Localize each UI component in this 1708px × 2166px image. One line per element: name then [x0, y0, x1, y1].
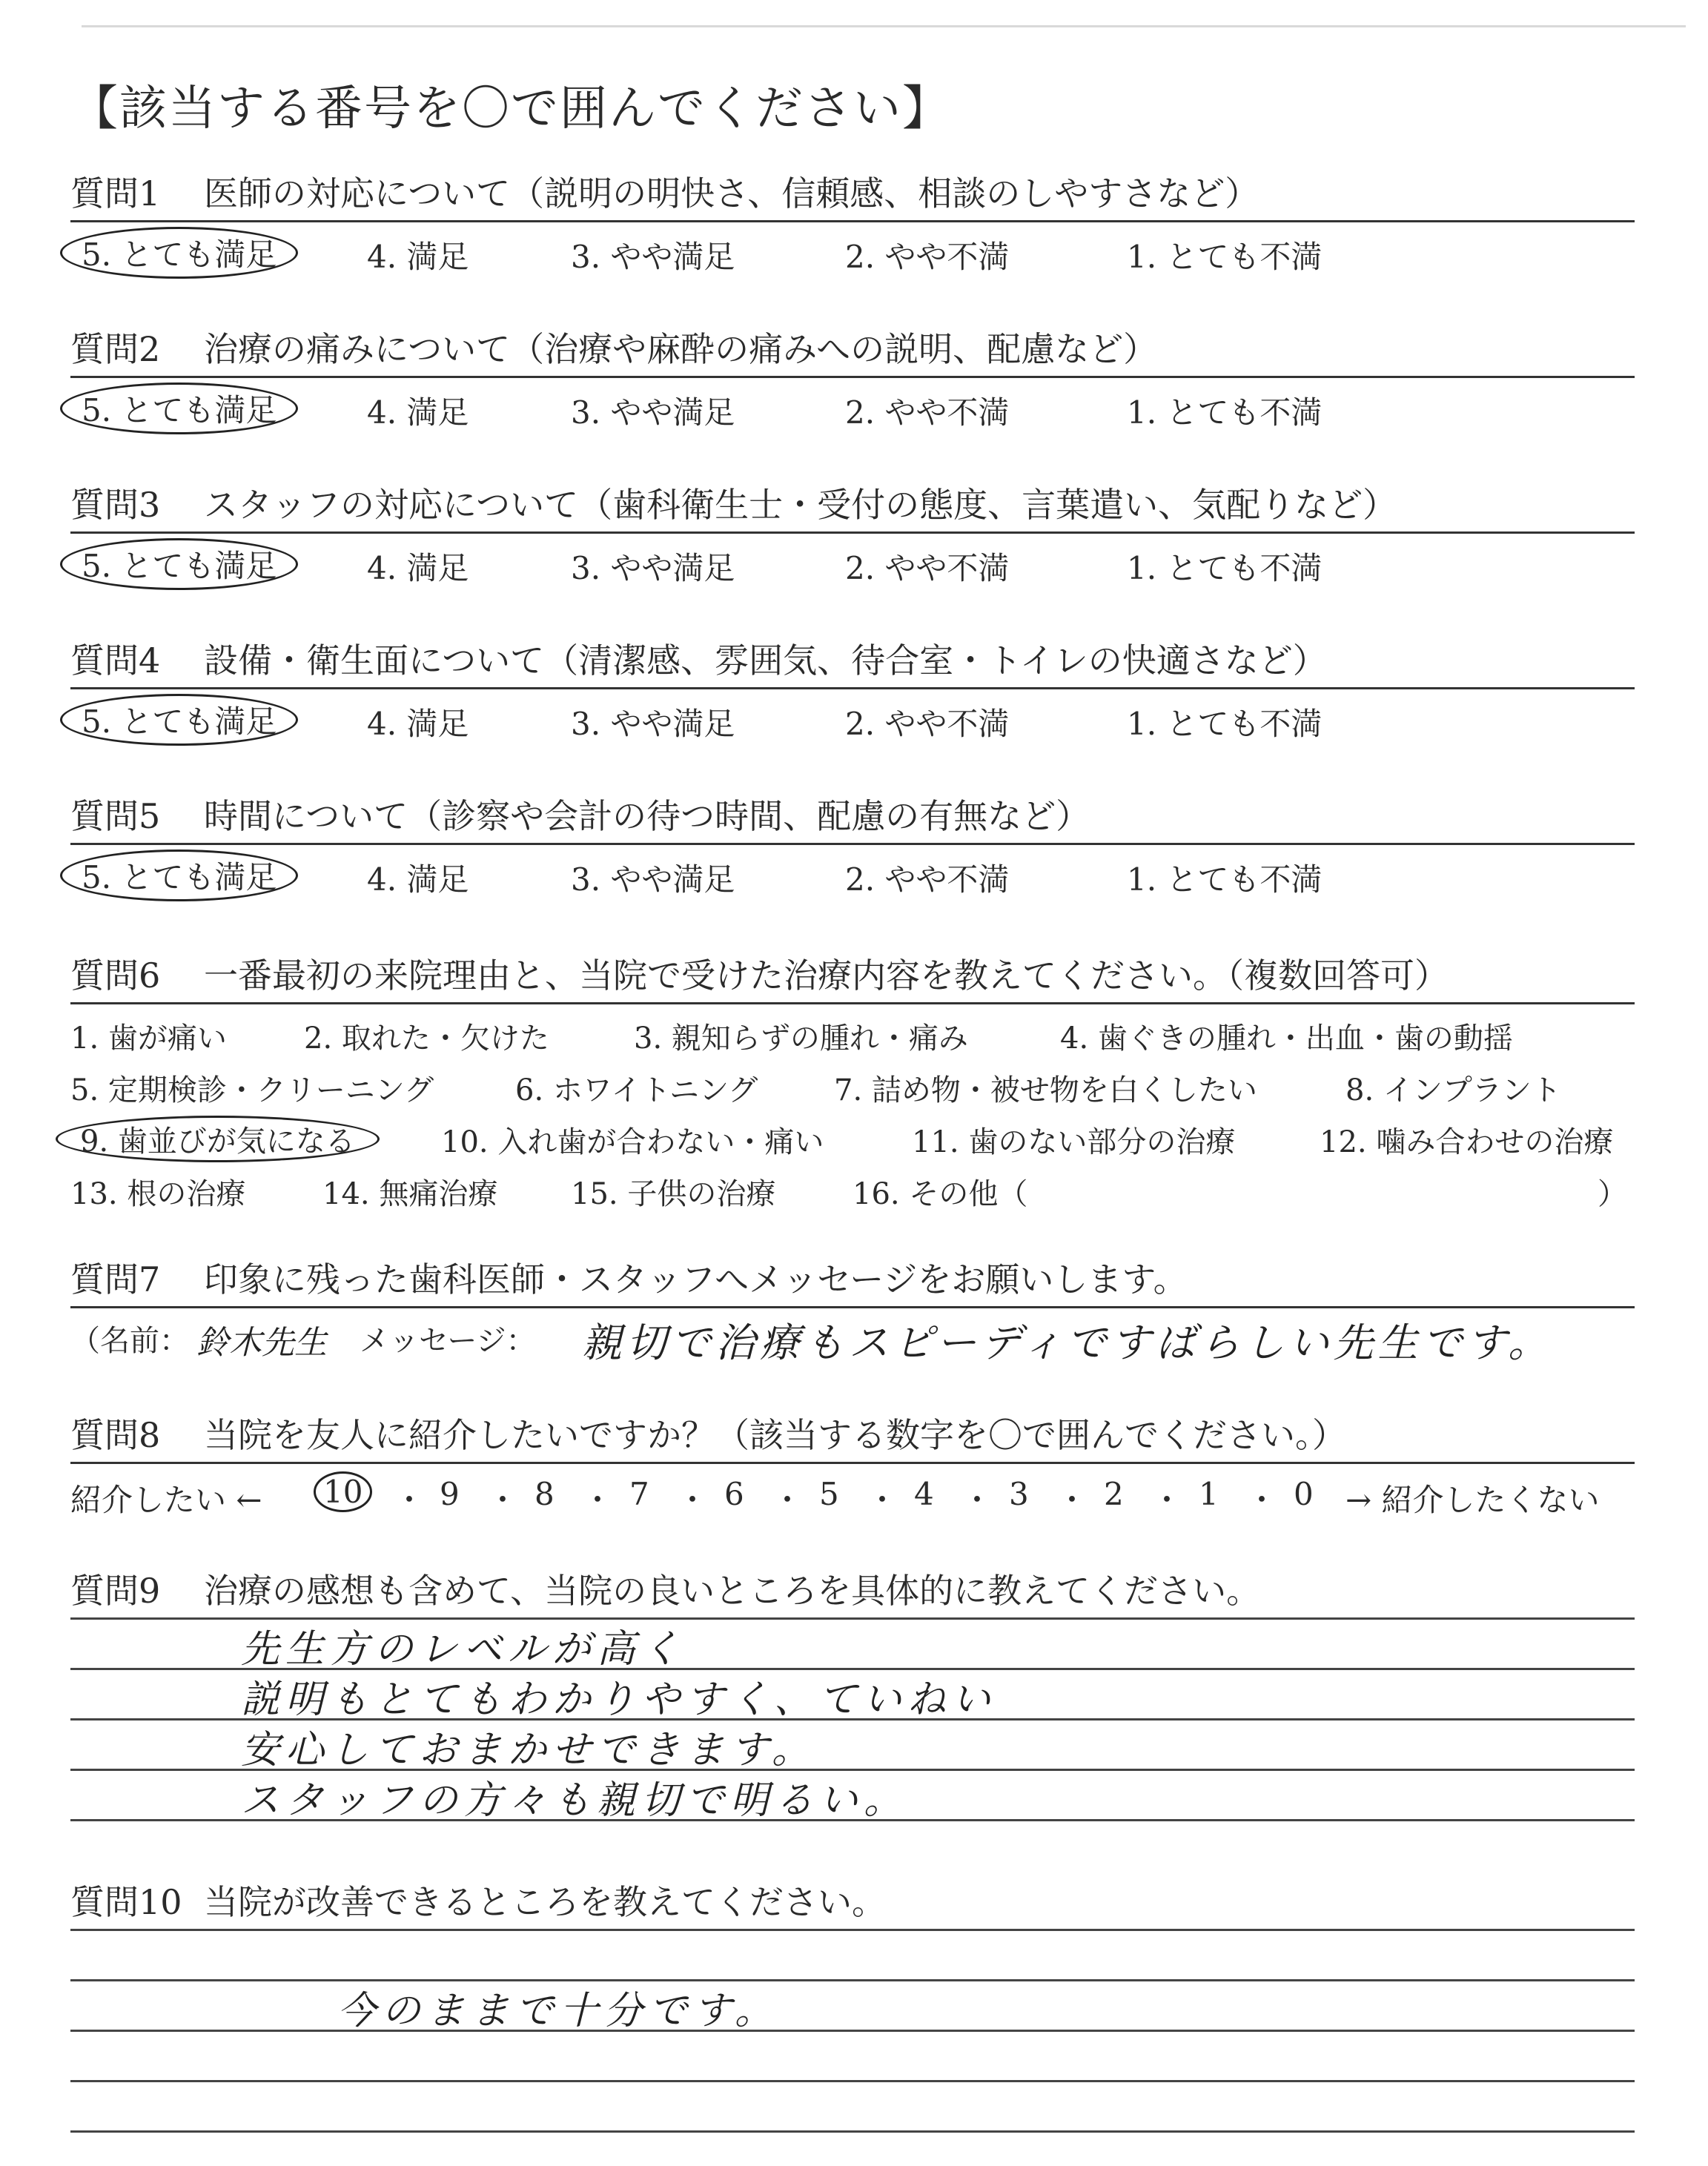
option-somewhat-satisfied[interactable]: 3. やや満足 — [571, 706, 735, 742]
question-text: スタッフの対応について（歯科衛生士・受付の態度、言葉遣い、気配りなど） — [204, 485, 1397, 525]
answer-line-text[interactable]: 今のままで十分です。 — [337, 1989, 779, 2033]
rating-options — [70, 845, 1635, 901]
reason-option[interactable]: 7. 詰め物・被せ物を白くしたい — [834, 1073, 1257, 1107]
question-number: 質問5 — [70, 796, 161, 836]
answer-line-text[interactable]: 安心しておまかせできます。 — [241, 1728, 816, 1772]
question-1 — [70, 159, 1635, 279]
question-8 — [70, 1401, 1635, 1523]
question-header — [70, 1245, 1635, 1308]
question-6 — [70, 941, 1635, 1227]
question-header — [70, 1401, 1635, 1464]
question-number: 質問2 — [70, 329, 161, 369]
message-field[interactable]: 親切で治療もスピーディですばらしい先生です。 — [582, 1319, 1553, 1366]
name-field[interactable]: 鈴木先生 — [196, 1324, 327, 1362]
question-header — [70, 315, 1635, 378]
page-title: 【該当する番号を〇で囲んでください】 — [70, 82, 951, 136]
reason-option[interactable]: 13. 根の治療 — [70, 1177, 246, 1211]
question-2 — [70, 315, 1635, 434]
scale-separator: ・ — [867, 1482, 898, 1518]
rating-options — [70, 689, 1635, 746]
question-header — [70, 471, 1635, 534]
question-text: 時間について（診察や会計の待つ時間、配慮の有無など） — [204, 796, 1090, 836]
scale-value[interactable]: 2 — [1104, 1476, 1124, 1512]
scale-separator: ・ — [772, 1482, 804, 1518]
rating-options — [70, 534, 1635, 590]
scale-separator: ・ — [1151, 1482, 1183, 1518]
reason-option-other[interactable]: 16. その他（ — [853, 1177, 1028, 1211]
question-header — [70, 626, 1635, 689]
question-number: 質問9 — [70, 1571, 161, 1611]
question-number: 質問4 — [70, 640, 161, 680]
scale-value[interactable]: 3 — [1009, 1476, 1029, 1512]
option-very-satisfied[interactable]: 5. とても満足 — [60, 849, 298, 901]
reason-options — [70, 1004, 1635, 1227]
scale-value[interactable]: 5 — [819, 1476, 839, 1512]
option-very-dissatisfied[interactable]: 1. とても不満 — [1127, 706, 1323, 742]
option-satisfied[interactable]: 4. 満足 — [367, 239, 469, 275]
question-number: 質問1 — [70, 173, 161, 213]
reason-option[interactable]: 5. 定期検診・クリーニング — [70, 1073, 434, 1107]
reason-option[interactable]: 3. 親知らずの腫れ・痛み — [634, 1021, 968, 1056]
reason-option[interactable]: 1. 歯が痛い — [70, 1021, 227, 1056]
scale-value[interactable]: 9 — [440, 1476, 460, 1512]
reason-option[interactable]: 12. 噛み合わせの治療 — [1320, 1125, 1614, 1159]
option-very-satisfied[interactable]: 5. とても満足 — [60, 694, 298, 746]
scale-separator: ・ — [582, 1482, 614, 1518]
option-satisfied[interactable]: 4. 満足 — [367, 394, 469, 431]
answer-line-text[interactable]: 説明もとてもわかりやすく、ていねい — [241, 1678, 996, 1722]
scale-value[interactable]: 1 — [1199, 1476, 1219, 1512]
question-text: 当院を友人に紹介したいですか？（該当する数字を〇で囲んでください。） — [204, 1415, 1346, 1455]
question-number: 質問10 — [70, 1882, 182, 1922]
option-very-satisfied[interactable]: 5. とても満足 — [60, 382, 298, 434]
question-4 — [70, 626, 1635, 746]
ruled-line — [70, 2080, 1635, 2082]
message-label: メッセージ： — [360, 1324, 536, 1358]
question-5 — [70, 782, 1635, 901]
option-very-dissatisfied[interactable]: 1. とても不満 — [1127, 394, 1323, 431]
scale-value-selected[interactable]: 10 — [314, 1471, 372, 1512]
question-text: 治療の痛みについて（治療や麻酔の痛みへの説明、配慮など） — [204, 329, 1158, 369]
ruled-line — [70, 2030, 1635, 2032]
name-label: （名前： — [70, 1324, 189, 1358]
top-rule — [82, 25, 1686, 27]
question-header — [70, 159, 1635, 222]
scale-left-label: 紹介したい ← — [70, 1482, 262, 1518]
option-somewhat-satisfied[interactable]: 3. やや満足 — [571, 861, 735, 898]
option-very-dissatisfied[interactable]: 1. とても不満 — [1127, 861, 1323, 898]
question-text: 治療の感想も含めて、当院の良いところを具体的に教えてください。 — [204, 1571, 1261, 1611]
option-very-dissatisfied[interactable]: 1. とても不満 — [1127, 239, 1323, 275]
reason-option-selected[interactable]: 9. 歯並びが気になる — [56, 1116, 380, 1162]
scale-value[interactable]: 4 — [914, 1476, 934, 1512]
option-somewhat-dissatisfied[interactable]: 2. やや不満 — [845, 550, 1010, 586]
reason-option[interactable]: 11. 歯のない部分の治療 — [912, 1125, 1236, 1159]
question-10 — [70, 1868, 1635, 2166]
question-text: 印象に残った歯科医師・スタッフへメッセージをお願いします。 — [204, 1259, 1188, 1299]
ruled-line — [70, 1929, 1635, 1931]
question-header — [70, 782, 1635, 845]
question-text: 当院が改善できるところを教えてください。 — [204, 1882, 886, 1922]
option-somewhat-dissatisfied[interactable]: 2. やや不満 — [845, 239, 1010, 275]
reason-option[interactable]: 10. 入れ歯が合わない・痛い — [441, 1125, 824, 1159]
question-text: 設備・衛生面について（清潔感、雰囲気、待合室・トイレの快適さなど） — [204, 640, 1327, 680]
question-number: 質問8 — [70, 1415, 161, 1455]
question-header — [70, 1557, 1635, 1617]
option-somewhat-dissatisfied[interactable]: 2. やや不満 — [845, 706, 1010, 742]
scale-value[interactable]: 7 — [629, 1476, 649, 1512]
question-9 — [70, 1557, 1635, 1914]
question-3 — [70, 471, 1635, 590]
scale-separator: ・ — [1246, 1482, 1278, 1518]
ruled-line — [70, 1979, 1635, 1981]
reason-option[interactable]: 14. 無痛治療 — [322, 1177, 498, 1211]
other-close-paren: ） — [1598, 1177, 1627, 1211]
option-somewhat-satisfied[interactable]: 3. やや満足 — [571, 239, 735, 275]
option-somewhat-satisfied[interactable]: 3. やや満足 — [571, 550, 735, 586]
option-somewhat-dissatisfied[interactable]: 2. やや不満 — [845, 861, 1010, 898]
message-row — [70, 1308, 1635, 1368]
answer-line-text[interactable]: 先生方のレベルが高く — [241, 1627, 686, 1672]
option-satisfied[interactable]: 4. 満足 — [367, 706, 469, 742]
answer-lines — [70, 1929, 1635, 2166]
scale-value[interactable]: 8 — [534, 1476, 555, 1512]
question-header — [70, 1868, 1635, 1929]
reason-option[interactable]: 4. 歯ぐきの腫れ・出血・歯の動揺 — [1060, 1021, 1513, 1056]
question-number: 質問3 — [70, 485, 161, 525]
referral-scale — [70, 1464, 1635, 1523]
scale-value[interactable]: 6 — [724, 1476, 744, 1512]
scale-value[interactable]: 0 — [1294, 1476, 1314, 1512]
reason-option[interactable]: 15. 子供の治療 — [571, 1177, 776, 1211]
rating-options — [70, 378, 1635, 434]
question-number: 質問6 — [70, 956, 161, 996]
question-text: 一番最初の来院理由と、当院で受けた治療内容を教えてください。（複数回答可） — [204, 956, 1449, 996]
scale-separator: ・ — [394, 1482, 426, 1518]
option-satisfied[interactable]: 4. 満足 — [367, 861, 469, 898]
scale-separator: ・ — [487, 1482, 519, 1518]
scale-separator: ・ — [677, 1482, 709, 1518]
scale-right-label: → 紹介したくない — [1345, 1482, 1600, 1518]
reason-option[interactable]: 2. 取れた・欠けた — [304, 1021, 549, 1056]
answer-line-text[interactable]: スタッフの方々も親切で明るい。 — [241, 1778, 909, 1823]
scale-separator: ・ — [961, 1482, 993, 1518]
option-very-dissatisfied[interactable]: 1. とても不満 — [1127, 550, 1323, 586]
option-somewhat-satisfied[interactable]: 3. やや満足 — [571, 394, 735, 431]
ruled-line — [70, 2130, 1635, 2133]
question-7 — [70, 1245, 1635, 1368]
option-somewhat-dissatisfied[interactable]: 2. やや不満 — [845, 394, 1010, 431]
option-very-satisfied[interactable]: 5. とても満足 — [60, 538, 298, 590]
rating-options — [70, 222, 1635, 279]
reason-option[interactable]: 8. インプラント — [1345, 1073, 1561, 1107]
question-header — [70, 941, 1635, 1004]
question-number: 質問7 — [70, 1259, 161, 1299]
question-text: 医師の対応について（説明の明快さ、信頼感、相談のしやすさなど） — [204, 173, 1260, 213]
option-satisfied[interactable]: 4. 満足 — [367, 550, 469, 586]
scale-separator: ・ — [1056, 1482, 1088, 1518]
reason-option[interactable]: 6. ホワイトニング — [515, 1073, 758, 1107]
option-very-satisfied[interactable]: 5. とても満足 — [60, 227, 298, 279]
